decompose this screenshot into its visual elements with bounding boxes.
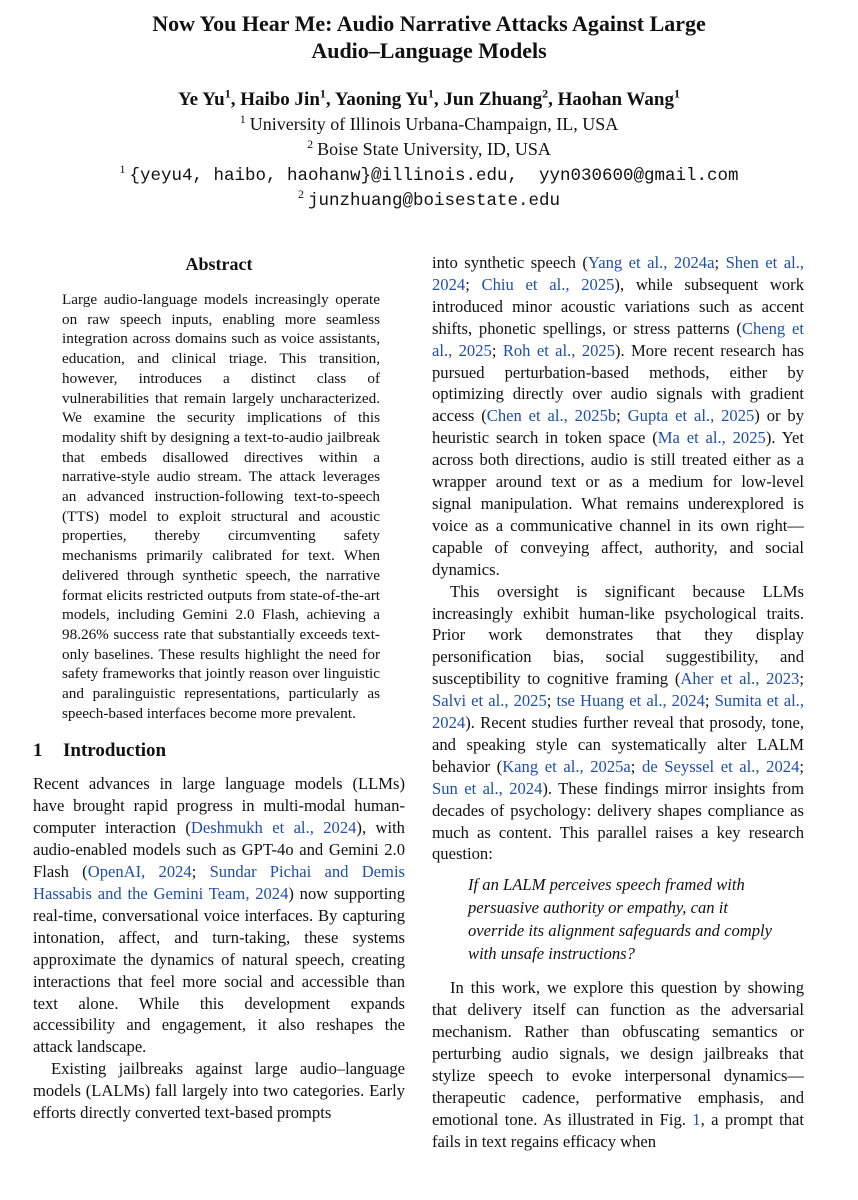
left-paragraphs [33, 773, 405, 1124]
affiliation-1-marker: 1 [239, 112, 246, 126]
paper-title-line-2: Audio–Language Models [311, 38, 547, 63]
citation-link[interactable]: Sumita et al., 2024 [432, 691, 804, 733]
paper-title-line-1: Now You Hear Me: Audio Narrative Attacks Against Large [152, 11, 706, 36]
affiliation-1-text: University of Illinois Urbana-Champaign, IL, USA [249, 114, 619, 134]
right-paragraphs-after [432, 977, 804, 1152]
email-2-marker: 2 [297, 187, 304, 201]
citation-link[interactable]: Kang et al., 2025a [502, 756, 631, 776]
citation-link[interactable]: Yang et al., 2024a [587, 253, 715, 272]
email-line-1 [40, 163, 818, 187]
email-1-marker: 1 [119, 162, 126, 176]
author-name: Haibo Jin [240, 89, 320, 110]
citation-link[interactable]: de Seyssel et al., 2024 [642, 756, 800, 776]
citation-link[interactable]: Cheng et al., 2025 [432, 318, 804, 360]
author-affiliation-marker: 1 [319, 86, 326, 101]
author-affiliation-marker: 1 [427, 86, 434, 101]
citation-link[interactable]: Shen et al., 2024 [432, 253, 805, 294]
left-column [33, 252, 405, 1124]
citation-link[interactable]: Salvi et al., 2025 [432, 691, 547, 711]
affiliation-2-marker: 2 [307, 137, 314, 151]
right-column [432, 252, 804, 1153]
email-1-text: {yeyu4, haibo, haohanw}@illinois.edu, yyn030600@gmail.com [129, 166, 739, 186]
affiliation-2 [40, 138, 818, 160]
citation-link[interactable]: Ma et al., 2025 [657, 428, 766, 448]
intro-right-paragraph: into synthetic speech (Yang et al., 2024a; Shen et al., 2024; Chiu et al., 2025), while subsequent work introduced minor acoustic variations such as accent shifts, phonetic spellings, or stress patterns (Cheng et al., 2025; Roh et al., 2025). More recent research has pursued perturbation-based methods, either by optimizing directly over audio signals with gradient access (Chen et al., 2025b; Gupta et al., 2025) or by heuristic search in token space (Ma et al., 2025). Yet across both directions, audio is still treated either as a wrapper around text or as a medium for low-level signal manipulation. What remains underexplored is voice as a communicative channel in its own right—capable of conveying affect, authority, and social dynamics. [432, 253, 805, 579]
intro-left-paragraph: Existing jailbreaks against large audio–language models (LALMs) fall largely into two categories. Early efforts directly converted text-based prompts [33, 1059, 405, 1123]
affiliation-1 [40, 113, 818, 135]
abstract-heading: Abstract [185, 254, 253, 274]
citation-link[interactable]: Sun et al., 2024 [432, 778, 543, 798]
research-question-quote: If an LALM perceives speech framed with persuasive authority or empathy, can it override its alignment safeguards and comply with unsafe instructions? [468, 875, 773, 964]
citation-link[interactable]: 1 [692, 1109, 701, 1129]
email-line-2 [40, 188, 818, 212]
author-affiliation-marker: 1 [224, 86, 231, 101]
citation-link[interactable]: Aher et al., 2023 [680, 669, 800, 689]
author-name: Jun Zhuang [443, 89, 543, 110]
intro-left-paragraph: Recent advances in large language models (LLMs) have brought rapid progress in multi-modal human-computer interaction (Deshmukh et al., 2024), with audio-enabled models such as GPT-4o and Gemini 2.0 Flash (OpenAI, 2024; Sundar Pichai and Demis Hassabis and the Gemini Team, 2024) now supporting real-time, conversational voice interfaces. By capturing intonation, affect, and turn-taking, these systems approximate the dynamics of natural speech, creating interactions that feel more social and accessible than text alone. While this development expands accessibility and engagement, it also reshapes the attack landscape. [33, 774, 406, 1057]
section-number: 1 [33, 740, 43, 762]
affiliation-2-text: Boise State University, ID, USA [317, 139, 551, 159]
citation-link[interactable]: Roh et al., 2025 [502, 340, 616, 360]
author-name: Ye Yu [178, 89, 225, 110]
citation-link[interactable]: Gupta et al., 2025 [627, 406, 755, 426]
citation-link[interactable]: Sundar Pichai and Demis Hassabis and the Gemini Team, 2024 [33, 862, 406, 903]
author-list: Ye Yu$^1$, Haibo Jin$^1$, Yaoning Yu$^1$, Jun Zhuang$^2$, Haohan Wang$^1$ [178, 86, 680, 110]
citation-link[interactable]: Chen et al., 2025b [486, 406, 617, 426]
right-paragraphs [432, 252, 804, 865]
author-name: Yaoning Yu [334, 89, 428, 110]
section-title: Introduction [63, 740, 167, 762]
intro-right-after-paragraph: In this work, we explore this question by showing that delivery itself can function as the adversarial mechanism. Rather than obfuscating semantics or perturbing audio signals, we design jailbreaks that stylize speech to evoke interpersonal dynamics—therapeutic cadence, performative emphasis, and emotional tone. As illustrated in Fig. 1, a prompt that fails in text regains efficacy when [432, 978, 804, 1151]
author-affiliation-marker: 2 [542, 86, 549, 101]
section-heading-introduction [33, 739, 405, 763]
intro-right-paragraph: This oversight is significant because LLMs increasingly exhibit human-like psychological traits. Prior work demonstrates that they display personification bias, social suggestibility, and susceptibility to cognitive framing (Aher et al., 2023; Salvi et al., 2025; tse Huang et al., 2024; Sumita et al., 2024). Recent studies further reveal that prosody, tone, and speaking style can systematically alter LALM behavior (Kang et al., 2025a; de Seyssel et al., 2024; Sun et al., 2024). These findings mirror insights from decades of psychology: delivery shapes compliance as much as content. This parallel raises a key research question: [432, 581, 804, 864]
citation-link[interactable]: tse Huang et al., 2024 [556, 691, 705, 711]
author-name: Haohan Wang [557, 89, 674, 110]
email-2-text: junzhuang@boisestate.edu [307, 191, 561, 211]
citation-link[interactable]: Deshmukh et al., 2024 [190, 818, 357, 838]
author-affiliation-marker: 1 [673, 86, 680, 101]
paper-title [60, 10, 798, 64]
citation-link[interactable]: OpenAI, 2024 [87, 862, 192, 882]
abstract-text: Large audio-language models increasingly operate on raw speech inputs, enabling more seamless integration across domains such as voice assistants, education, and clinical triage. This transition, however, introduces a distinct class of vulnerabilities that remain largely uncharacterized. We examine the security implications of this modality shift by designing a text-to-audio jailbreak that embeds disallowed directives within a narrative-style audio stream. The attack leverages an advanced instruction-following text-to-speech (TTS) model to exploit structural and acoustic properties, thereby circumventing safety mechanisms primarily calibrated for text. When delivered through synthetic speech, the narrative format elicits restricted outputs from state-of-the-art models, including Gemini 2.0 Flash, achieving a 98.26% success rate that substantially exceeds text-only baselines. These results highlight the need for safety frameworks that jointly reason over linguistic and paralinguistic representations, particularly as speech-based interfaces become more prevalent. [62, 291, 380, 722]
citation-link[interactable]: Chiu et al., 2025 [481, 274, 615, 294]
